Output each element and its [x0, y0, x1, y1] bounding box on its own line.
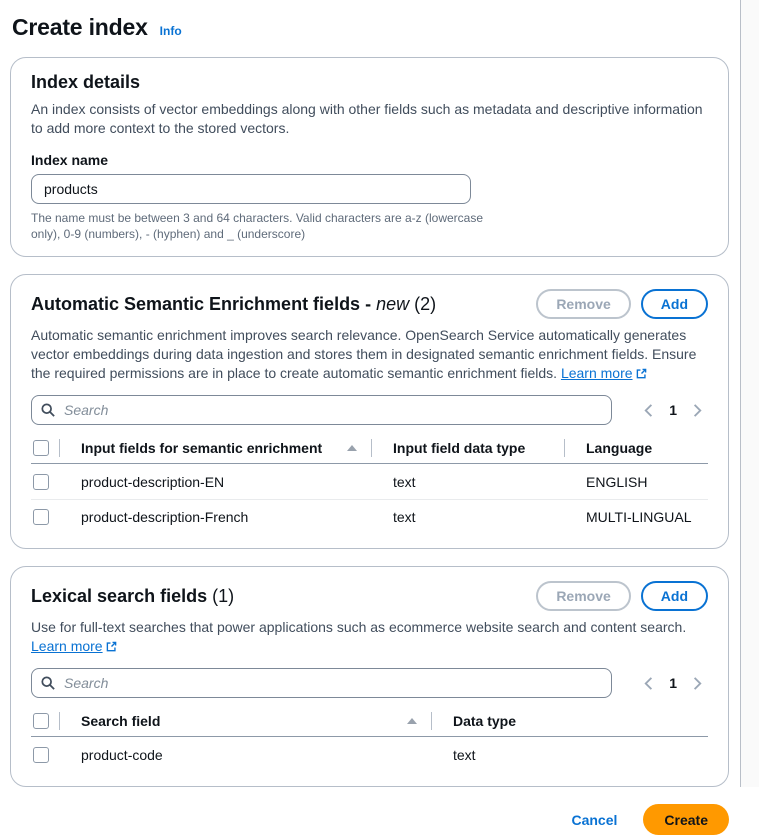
lexical-description-text: Use for full-text searches that power applications such as ecommerce website search and content search. — [31, 619, 687, 635]
column-header-language[interactable] — [564, 433, 708, 463]
cell-field: product-description-EN — [81, 473, 225, 490]
semantic-description-text: Automatic semantic enrichment improves search relevance. OpenSearch Service automatically generates vector embeddings during data ingestion and stores them in designated semantic enrichment fields. Ensure the required permissions are in place to create automatic semantic enrichment fields. — [31, 327, 697, 381]
page-title: Create index — [12, 14, 148, 40]
page-header — [12, 14, 730, 41]
semantic-fields-table — [31, 433, 708, 534]
cell-type: text — [393, 473, 416, 490]
column-header-field[interactable] — [59, 706, 431, 736]
lexical-search-input[interactable] — [31, 668, 612, 698]
index-name-input[interactable] — [31, 174, 471, 204]
semantic-toolbar — [31, 395, 708, 425]
table-row[interactable] — [31, 499, 708, 534]
cell-type: text — [393, 509, 416, 525]
table-row[interactable] — [31, 464, 708, 499]
semantic-fields-description — [31, 326, 708, 384]
row-checkbox[interactable] — [33, 747, 49, 763]
lexical-title-text: Lexical search fields — [31, 585, 208, 606]
semantic-title-new-flag: new — [376, 293, 410, 314]
column-header-type[interactable] — [371, 433, 564, 463]
learn-more-label: Learn more — [560, 365, 633, 381]
semantic-title-text: Automatic Semantic Enrichment fields - — [31, 293, 372, 314]
lexical-learn-more-link[interactable] — [31, 638, 117, 654]
semantic-learn-more-link[interactable] — [561, 365, 647, 381]
cell-field: product-code — [81, 746, 163, 763]
table-header-row — [31, 706, 708, 737]
column-header-label: Language — [586, 440, 653, 456]
column-header-field[interactable] — [59, 433, 371, 463]
semantic-add-button[interactable]: Add — [641, 289, 708, 319]
lexical-actions — [536, 581, 708, 611]
cell-type: text — [453, 746, 476, 763]
column-header-type[interactable] — [431, 706, 708, 736]
index-details-description: An index consists of vector embeddings along with other fields such as metadata and descriptive information to add more context to the stored vectors. — [31, 101, 703, 136]
index-details-title: Index details — [31, 72, 141, 92]
next-page-button[interactable] — [687, 401, 706, 420]
semantic-actions — [536, 289, 708, 319]
external-link-icon — [106, 638, 117, 657]
search-icon — [41, 403, 55, 417]
column-header-label: Data type — [453, 713, 517, 729]
previous-page-button[interactable] — [640, 674, 659, 693]
row-checkbox[interactable] — [33, 509, 49, 525]
lexical-toolbar — [31, 668, 708, 698]
semantic-remove-button[interactable]: Remove — [536, 289, 630, 319]
column-header-label: Input field data type — [393, 440, 526, 456]
semantic-pagination — [640, 401, 706, 420]
lexical-fields-card — [10, 566, 729, 787]
lexical-add-button[interactable]: Add — [641, 581, 708, 611]
form-footer — [10, 804, 729, 835]
semantic-title-count: (2) — [414, 293, 437, 314]
select-all-checkbox[interactable] — [33, 440, 49, 456]
search-icon — [41, 676, 55, 690]
semantic-fields-title — [31, 294, 436, 315]
previous-page-button[interactable] — [640, 401, 659, 420]
semantic-search-box — [31, 395, 612, 425]
table-row[interactable] — [31, 737, 708, 772]
sort-ascending-icon[interactable] — [407, 718, 417, 724]
column-header-label: Search field — [81, 713, 161, 729]
lexical-fields-table — [31, 706, 708, 772]
row-checkbox[interactable] — [33, 474, 49, 490]
page-number[interactable]: 1 — [669, 675, 677, 691]
create-button[interactable]: Create — [643, 804, 729, 835]
select-all-checkbox[interactable] — [33, 713, 49, 729]
external-link-icon — [636, 365, 647, 384]
cell-language: ENGLISH — [586, 473, 648, 490]
index-details-card — [10, 57, 729, 257]
learn-more-label: Learn more — [31, 638, 103, 654]
lexical-pagination — [640, 674, 706, 693]
sort-ascending-icon[interactable] — [347, 445, 357, 451]
cell-field: product-description-French — [81, 509, 249, 525]
lexical-search-box — [31, 668, 612, 698]
page-number[interactable]: 1 — [669, 402, 677, 418]
info-link[interactable]: Info — [159, 24, 182, 38]
next-page-button[interactable] — [687, 674, 706, 693]
lexical-title-count: (1) — [212, 585, 235, 606]
lexical-fields-title — [31, 586, 234, 607]
cancel-button[interactable]: Cancel — [571, 811, 618, 828]
column-header-label: Input fields for semantic enrichment — [81, 440, 323, 456]
index-name-label: Index name — [31, 152, 109, 168]
lexical-fields-description — [31, 618, 708, 657]
lexical-remove-button[interactable]: Remove — [536, 581, 630, 611]
cell-language: MULTI-LINGUAL — [586, 509, 692, 525]
page-scroll-gutter — [740, 0, 759, 787]
index-name-constraint: The name must be between 3 and 64 characters. Valid characters are a-z (lowercase only), 0-9 (numbers), - (hyphen) and _ (underscore) — [31, 211, 484, 241]
semantic-search-input[interactable] — [31, 395, 612, 425]
semantic-fields-card — [10, 274, 729, 549]
table-header-row — [31, 433, 708, 464]
